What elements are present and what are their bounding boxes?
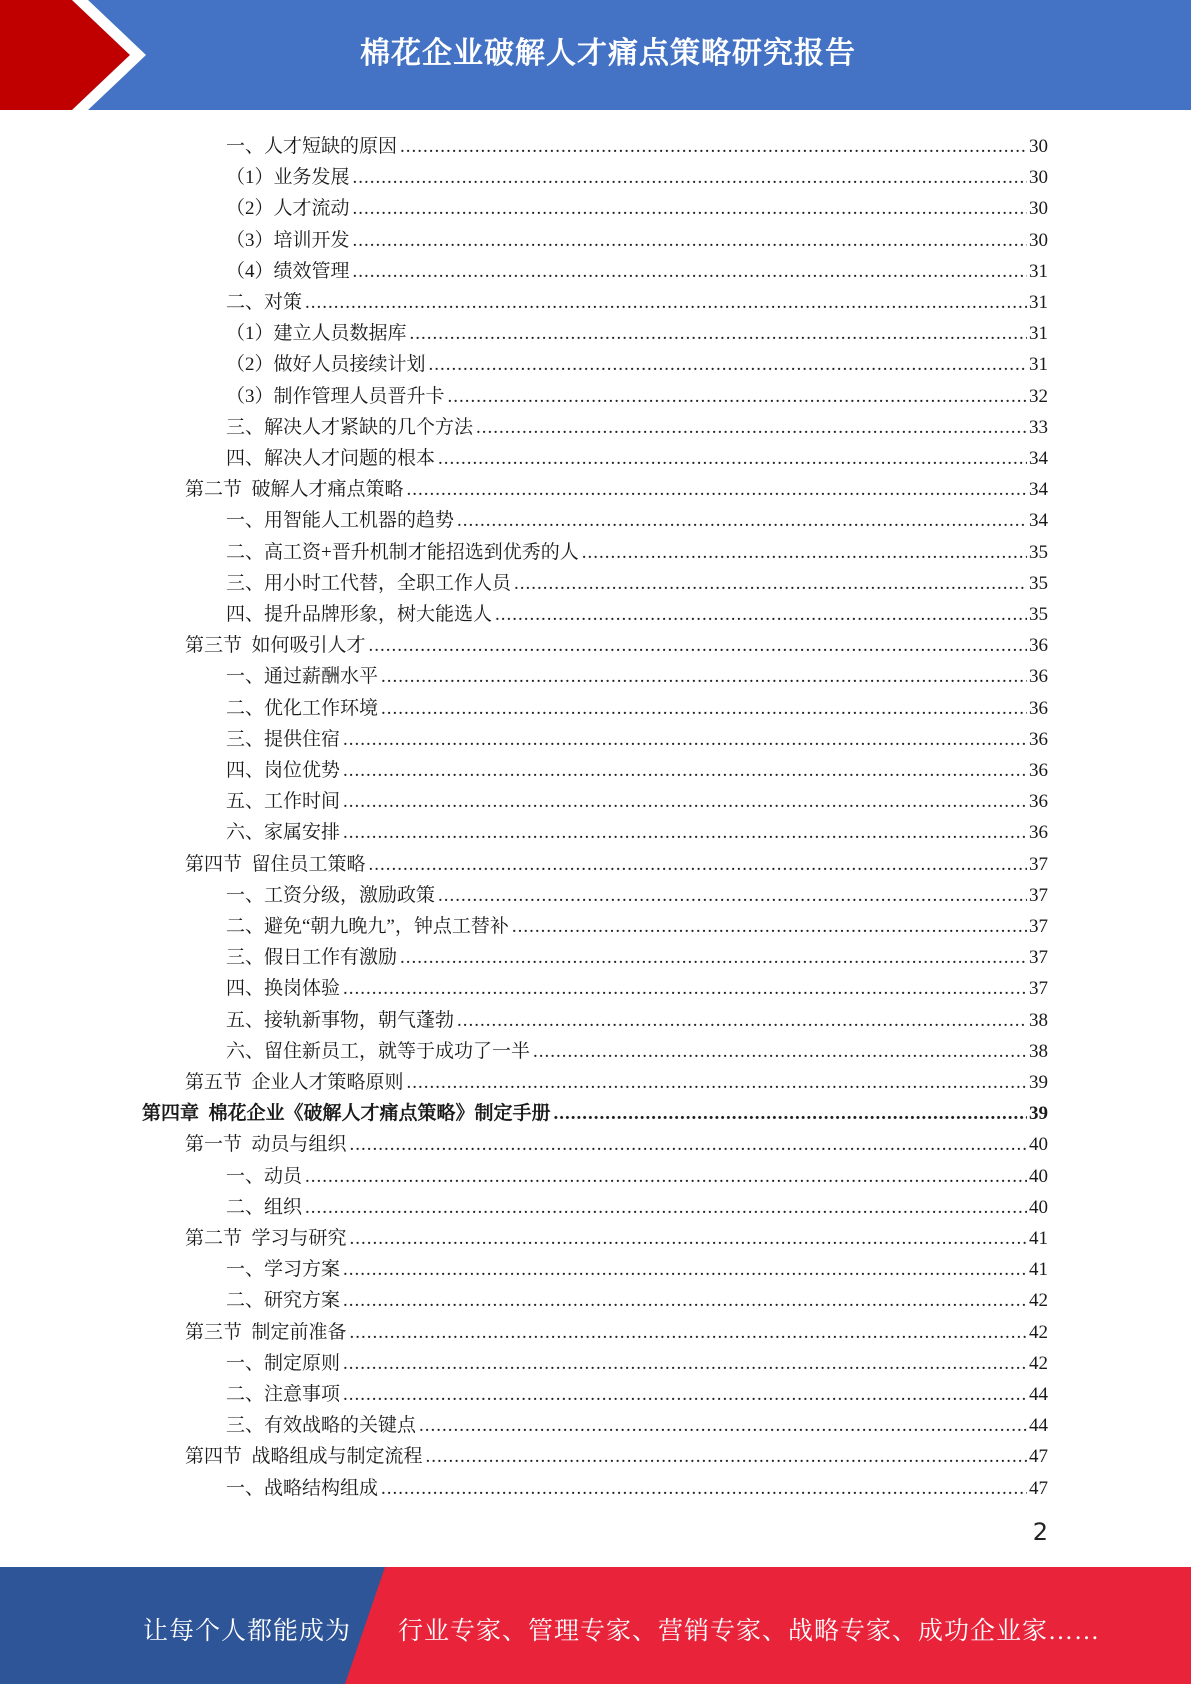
toc-entry[interactable] — [226, 502, 1048, 533]
toc-entry[interactable] — [226, 939, 1048, 970]
toc-leader-dots — [350, 1321, 1027, 1345]
toc-entry-label: 二、对策 — [226, 292, 303, 313]
toc-leader-dots — [353, 166, 1027, 190]
toc-entry-label: 五、工作时间 — [226, 791, 341, 813]
toc-entry[interactable] — [226, 1376, 1048, 1407]
toc-entry[interactable] — [185, 471, 1048, 502]
toc-entry-label: 五、接轨新事物，朝气蓬勃 — [226, 1009, 455, 1031]
toc-entry-label: 三、提供住宿 — [226, 728, 341, 750]
toc-leader-dots — [448, 385, 1027, 409]
toc-entry-label: 第二节 学习与研究 — [185, 1228, 347, 1249]
toc-entry-page: 34 — [1029, 448, 1048, 469]
toc-entry-page: 39 — [1029, 1103, 1048, 1125]
toc-entry-label: 四、换岗体验 — [226, 978, 341, 1000]
toc-entry-page: 38 — [1029, 1009, 1048, 1031]
toc-entry[interactable] — [226, 1002, 1048, 1033]
toc-entry-label: 一、战略结构组成 — [226, 1477, 379, 1499]
toc-leader-dots — [343, 1258, 1027, 1282]
toc-entry-label: 一、用智能人工机器的趋势 — [226, 510, 455, 532]
toc-leader-dots — [343, 790, 1027, 814]
toc-entry-label: 二、优化工作环境 — [226, 697, 379, 719]
toc-entry-label: （2）人才流动 — [226, 198, 350, 220]
toc-entry[interactable] — [226, 253, 1048, 284]
toc-entry[interactable] — [226, 783, 1048, 814]
toc-entry[interactable] — [226, 814, 1048, 845]
toc-entry-label: 三、用小时工代替，全职工作人员 — [226, 572, 512, 594]
toc-entry[interactable] — [226, 721, 1048, 752]
toc-entry-label: 第五节 企业人才策略原则 — [185, 1072, 404, 1093]
toc-leader-dots — [353, 229, 1027, 253]
toc-entry-label: （1）业务发展 — [226, 167, 350, 189]
toc-entry-page: 33 — [1029, 416, 1048, 438]
toc-entry[interactable] — [185, 846, 1048, 877]
toc-entry-page: 44 — [1029, 1384, 1048, 1405]
toc-entry-page: 40 — [1029, 1196, 1048, 1218]
toc-entry-label: 第一节 动员与组织 — [185, 1134, 347, 1156]
toc-entry-label: （3）制作管理人员晋升卡 — [226, 385, 445, 407]
toc-leader-dots — [438, 447, 1027, 471]
toc-entry-page: 42 — [1029, 1321, 1048, 1343]
toc-entry[interactable] — [226, 440, 1048, 471]
toc-leader-dots — [305, 291, 1027, 315]
toc-entry[interactable] — [226, 409, 1048, 440]
toc-entry-label: 三、有效战略的关键点 — [226, 1415, 417, 1437]
toc-leader-dots — [305, 1196, 1027, 1220]
page-number: 2 — [1032, 1518, 1048, 1546]
toc-entry[interactable] — [185, 1314, 1048, 1345]
toc-entry-label: （3）培训开发 — [226, 229, 350, 251]
toc-leader-dots — [407, 478, 1027, 502]
toc-entry[interactable] — [226, 128, 1048, 159]
toc-entry[interactable] — [226, 1345, 1048, 1376]
toc-leader-dots — [343, 977, 1027, 1001]
toc-entry-label: 三、解决人才紧缺的几个方法 — [226, 416, 474, 438]
toc-leader-dots — [426, 1445, 1027, 1469]
toc-leader-dots — [381, 665, 1027, 689]
toc-entry-page: 37 — [1029, 916, 1048, 937]
footer-slogan-left: 让每个人都能成为 — [143, 1618, 352, 1645]
toc-entry-page: 34 — [1029, 510, 1048, 532]
toc-entry[interactable] — [226, 222, 1048, 253]
toc-entry-page: 36 — [1029, 666, 1048, 688]
toc-entry[interactable] — [185, 1220, 1048, 1251]
toc-entry-page: 37 — [1029, 853, 1048, 875]
toc-entry-label: 一、工资分级，激励政策 — [226, 884, 436, 906]
toc-entry-page: 37 — [1029, 978, 1048, 1000]
toc-entry-page: 38 — [1029, 1040, 1048, 1062]
toc-leader-dots — [369, 853, 1027, 877]
toc-entry-label: 一、动员 — [226, 1165, 303, 1187]
toc-entry[interactable] — [226, 1251, 1048, 1282]
toc-entry-page: 36 — [1029, 791, 1048, 813]
toc-entry-page: 36 — [1029, 728, 1048, 750]
toc-entry[interactable] — [185, 627, 1048, 658]
toc-leader-dots — [582, 541, 1027, 565]
toc-entry-label: 一、制定原则 — [226, 1352, 341, 1374]
toc-entry[interactable] — [226, 752, 1048, 783]
toc-leader-dots — [343, 1289, 1027, 1313]
toc-entry-page: 35 — [1029, 604, 1048, 625]
toc-entry-label: 一、通过薪酬水平 — [226, 666, 379, 688]
toc-leader-dots — [343, 1352, 1027, 1376]
toc-entry-label: 第四节 留住员工策略 — [185, 853, 366, 875]
toc-entry-label: 第三节 如何吸引人才 — [185, 635, 366, 657]
report-title: 棉花企业破解人才痛点策略研究报告 — [360, 36, 856, 71]
toc-entry-label: 四、解决人才问题的根本 — [226, 448, 436, 469]
toc-entry-label: （4）绩效管理 — [226, 260, 350, 282]
toc-entry-page: 41 — [1029, 1259, 1048, 1281]
toc-leader-dots — [343, 759, 1027, 783]
page-footer — [0, 1567, 1191, 1684]
toc-entry-page: 40 — [1029, 1165, 1048, 1187]
toc-entry[interactable] — [226, 346, 1048, 377]
toc-entry[interactable] — [226, 1033, 1048, 1064]
toc-entry[interactable] — [226, 908, 1048, 939]
toc-leader-dots — [369, 634, 1027, 658]
toc-leader-dots — [512, 915, 1027, 939]
toc-entry-label: 三、假日工作有激励 — [226, 947, 398, 969]
toc-entry-page: 31 — [1029, 354, 1048, 376]
toc-entry[interactable] — [226, 159, 1048, 190]
toc-entry-page: 30 — [1029, 198, 1048, 220]
toc-entry-page: 35 — [1029, 572, 1048, 594]
toc-entry[interactable] — [226, 658, 1048, 689]
toc-entry[interactable] — [142, 1095, 1048, 1126]
toc-entry-page: 36 — [1029, 697, 1048, 719]
toc-leader-dots — [419, 1414, 1027, 1438]
toc-entry-label: 二、避免“朝九晚九”，钟点工替补 — [226, 916, 509, 937]
toc-entry-label: 六、家属安排 — [226, 822, 341, 844]
toc-entry-label: 四、岗位优势 — [226, 760, 341, 781]
toc-entry-page: 36 — [1029, 635, 1048, 657]
toc-leader-dots — [429, 353, 1027, 377]
toc-entry[interactable] — [226, 1470, 1048, 1501]
toc-leader-dots — [343, 1383, 1027, 1407]
toc-entry-label: 二、注意事项 — [226, 1384, 341, 1405]
toc-entry-label: 一、人才短缺的原因 — [226, 136, 398, 157]
toc-entry-page: 31 — [1029, 292, 1048, 313]
toc-entry[interactable] — [226, 596, 1048, 627]
toc-leader-dots — [533, 1040, 1027, 1064]
toc-leader-dots — [495, 603, 1027, 627]
toc-leader-dots — [407, 1071, 1027, 1095]
page-header — [0, 0, 1191, 110]
toc-leader-dots — [457, 509, 1027, 533]
toc-entry[interactable] — [226, 190, 1048, 221]
toc-leader-dots — [554, 1102, 1027, 1126]
toc-leader-dots — [353, 260, 1027, 284]
toc-entry-page: 31 — [1029, 260, 1048, 282]
toc-entry[interactable] — [226, 1407, 1048, 1438]
toc-entry-page: 30 — [1029, 167, 1048, 189]
toc-entry-label: 二、高工资+晋升机制才能招选到优秀的人 — [226, 541, 579, 563]
toc-entry-label: 第三节 制定前准备 — [185, 1321, 347, 1343]
toc-entry[interactable] — [226, 565, 1048, 596]
toc-entry-label: 第四章 棉花企业《破解人才痛点策略》制定手册 — [142, 1103, 551, 1125]
toc-entry-label: 二、组织 — [226, 1196, 303, 1218]
toc-entry-page: 39 — [1029, 1072, 1048, 1093]
toc-entry-page: 42 — [1029, 1352, 1048, 1374]
toc-entry-page: 36 — [1029, 822, 1048, 844]
toc-leader-dots — [438, 884, 1027, 908]
toc-entry[interactable] — [226, 315, 1048, 346]
toc-entry-page: 47 — [1029, 1446, 1048, 1468]
toc-leader-dots — [305, 1165, 1027, 1189]
footer-slogan-right: 行业专家、管理专家、营销专家、战略专家、成功企业家…… — [398, 1618, 1101, 1645]
toc-entry-label: 第二节 破解人才痛点策略 — [185, 479, 404, 501]
toc-entry-label: （1）建立人员数据库 — [226, 323, 407, 345]
toc-leader-dots — [514, 572, 1027, 596]
toc-leader-dots — [381, 697, 1027, 721]
toc-leader-dots — [350, 1227, 1027, 1251]
toc-entry-page: 31 — [1029, 323, 1048, 345]
toc-entry[interactable] — [226, 1282, 1048, 1313]
toc-entry-label: 二、研究方案 — [226, 1290, 341, 1312]
toc-entry-label: 四、提升品牌形象，树大能选人 — [226, 604, 493, 625]
toc-leader-dots — [400, 946, 1027, 970]
toc-entry-page: 36 — [1029, 760, 1048, 781]
toc-entry-label: 六、留住新员工，就等于成功了一半 — [226, 1040, 531, 1062]
toc-entry-page: 37 — [1029, 947, 1048, 969]
toc-entry-page: 32 — [1029, 385, 1048, 407]
toc-entry-page: 34 — [1029, 479, 1048, 501]
toc-leader-dots — [350, 1133, 1027, 1157]
toc-entry-page: 47 — [1029, 1477, 1048, 1499]
toc-entry[interactable] — [185, 1126, 1048, 1157]
toc-entry-page: 44 — [1029, 1415, 1048, 1437]
toc-leader-dots — [343, 821, 1027, 845]
toc-entry-page: 42 — [1029, 1290, 1048, 1312]
toc-entry[interactable] — [226, 1189, 1048, 1220]
toc-entry-label: 一、学习方案 — [226, 1259, 341, 1281]
toc-leader-dots — [400, 135, 1027, 159]
toc-leader-dots — [381, 1477, 1027, 1501]
toc-entry-page: 30 — [1029, 229, 1048, 251]
toc-entry-page: 41 — [1029, 1228, 1048, 1249]
toc-entry-page: 30 — [1029, 136, 1048, 157]
toc-leader-dots — [457, 1009, 1027, 1033]
toc-entry-page: 35 — [1029, 541, 1048, 563]
toc-entry-page: 37 — [1029, 884, 1048, 906]
toc-entry-label: （2）做好人员接续计划 — [226, 354, 426, 376]
toc-entry-page: 40 — [1029, 1134, 1048, 1156]
toc-entry[interactable] — [185, 1438, 1048, 1469]
toc-leader-dots — [353, 197, 1027, 221]
toc-entry[interactable] — [226, 1158, 1048, 1189]
toc-leader-dots — [343, 728, 1027, 752]
toc-entry[interactable] — [226, 284, 1048, 315]
toc-entry[interactable] — [226, 690, 1048, 721]
toc-entry[interactable] — [185, 1064, 1048, 1095]
toc-entry[interactable] — [226, 378, 1048, 409]
toc-leader-dots — [410, 322, 1027, 346]
toc-leader-dots — [476, 416, 1027, 440]
toc-entry[interactable] — [226, 877, 1048, 908]
toc-entry-label: 第四节 战略组成与制定流程 — [185, 1446, 423, 1468]
toc-entry[interactable] — [226, 534, 1048, 565]
toc-entry[interactable] — [226, 970, 1048, 1001]
